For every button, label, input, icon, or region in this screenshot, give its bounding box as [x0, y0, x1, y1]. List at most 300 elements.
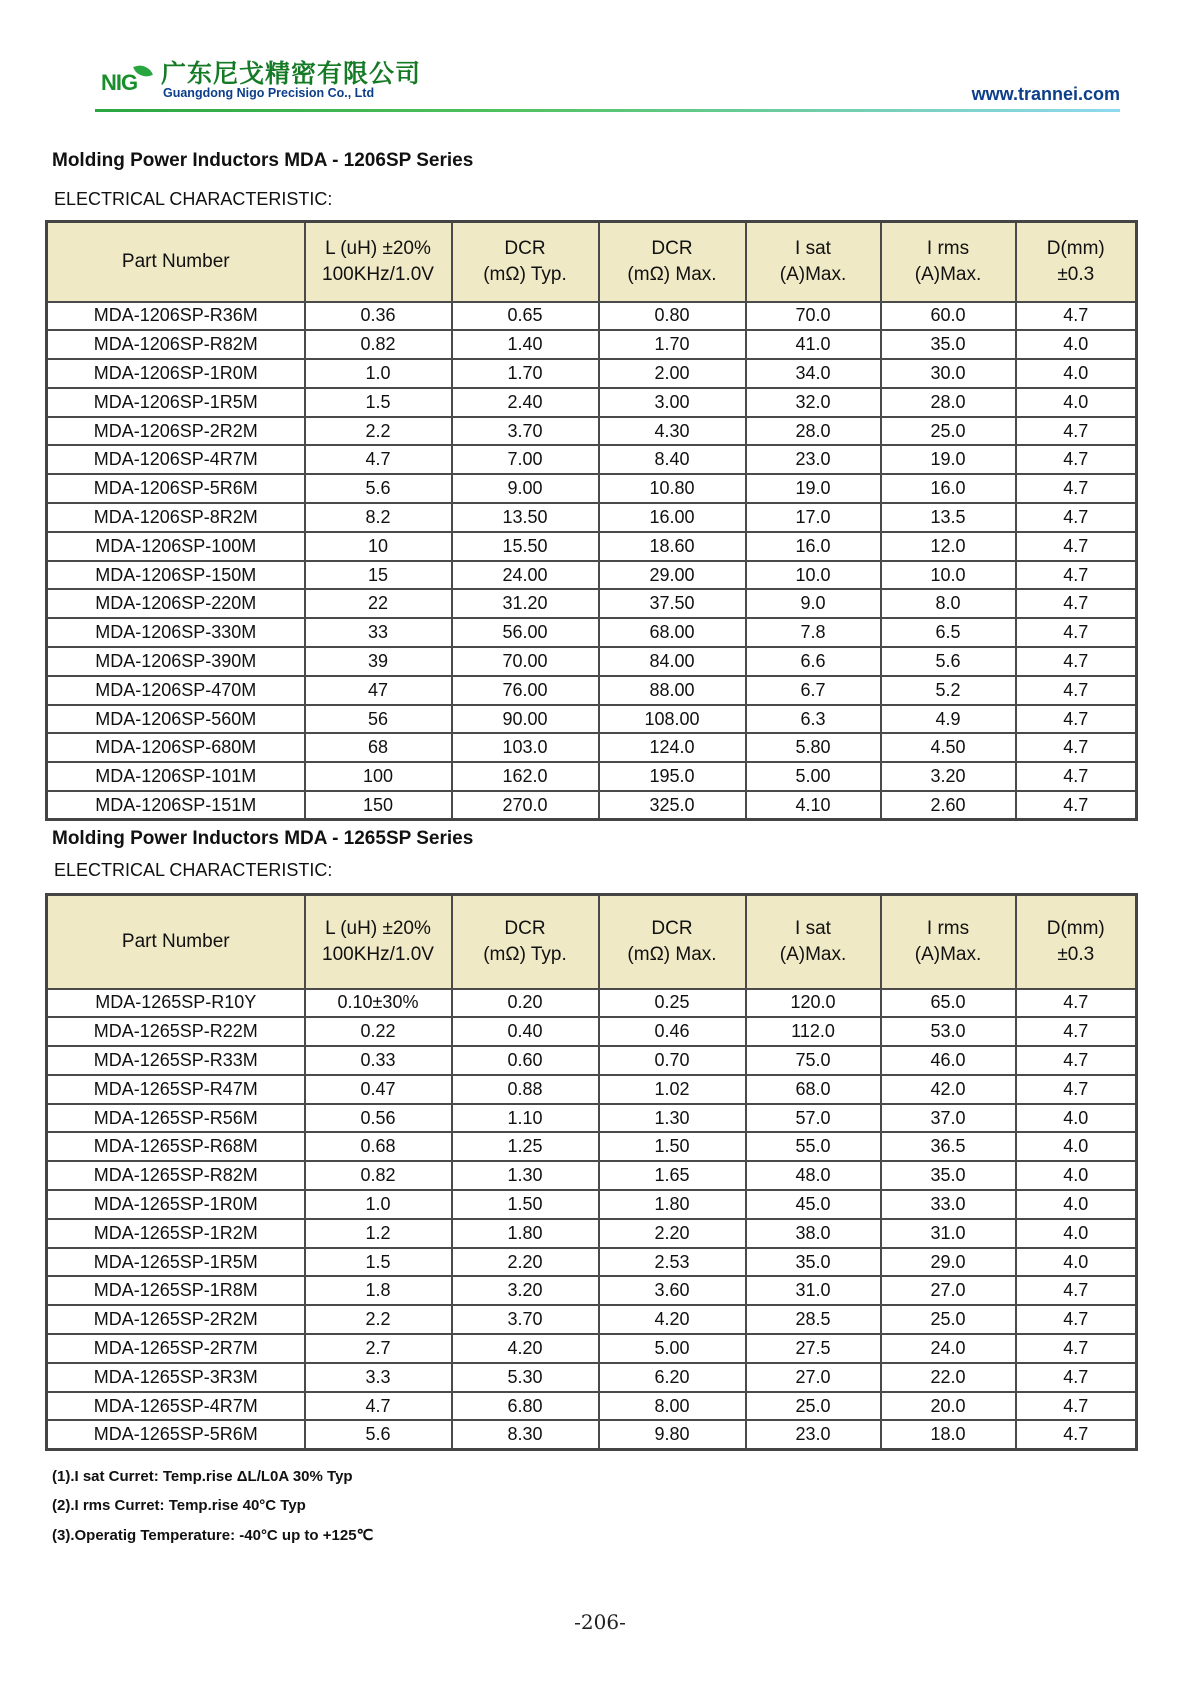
cell-isat: 16.0 [746, 532, 881, 561]
cell-dcr-typ: 8.30 [452, 1420, 599, 1449]
cell-dcr-max: 4.20 [599, 1305, 746, 1334]
cell-isat: 6.3 [746, 705, 881, 734]
cell-inductance: 0.82 [305, 330, 452, 359]
cell-dcr-typ: 9.00 [452, 474, 599, 503]
cell-isat: 112.0 [746, 1017, 881, 1046]
cell-dimension: 4.0 [1016, 359, 1137, 388]
table-row [47, 647, 1137, 676]
cell-part-number: MDA-1265SP-R22M [47, 1017, 305, 1046]
cell-part-number: MDA-1265SP-R82M [47, 1161, 305, 1190]
table-row [47, 1420, 1137, 1449]
table-row [47, 1017, 1137, 1046]
cell-inductance: 56 [305, 705, 452, 734]
cell-inductance: 2.7 [305, 1334, 452, 1363]
cell-dcr-typ: 1.30 [452, 1161, 599, 1190]
col-header-dcr-max: DCR (mΩ) Max. [599, 895, 746, 989]
company-name-english: Guangdong Nigo Precision Co., Ltd [163, 86, 375, 100]
cell-isat: 17.0 [746, 503, 881, 532]
cell-part-number: MDA-1206SP-470M [47, 676, 305, 705]
cell-dimension: 4.0 [1016, 1190, 1137, 1219]
cell-isat: 28.0 [746, 417, 881, 446]
cell-dimension: 4.0 [1016, 1219, 1137, 1248]
cell-part-number: MDA-1265SP-R10Y [47, 989, 305, 1018]
table-header-row [47, 895, 1137, 989]
cell-irms: 6.5 [881, 618, 1016, 647]
cell-dcr-typ: 2.20 [452, 1248, 599, 1277]
col-header-inductance: L (uH) ±20% 100KHz/1.0V [305, 895, 452, 989]
cell-dcr-max: 10.80 [599, 474, 746, 503]
table-row [47, 330, 1137, 359]
cell-part-number: MDA-1265SP-1R5M [47, 1248, 305, 1277]
table-row [47, 417, 1137, 446]
cell-dimension: 4.0 [1016, 1132, 1137, 1161]
cell-dimension: 4.7 [1016, 1017, 1137, 1046]
table-row [47, 1132, 1137, 1161]
table-body-1265sp [47, 989, 1137, 1450]
cell-inductance: 15 [305, 561, 452, 590]
cell-inductance: 5.6 [305, 1420, 452, 1449]
cell-dcr-typ: 0.20 [452, 989, 599, 1018]
cell-dcr-max: 0.46 [599, 1017, 746, 1046]
cell-inductance: 0.68 [305, 1132, 452, 1161]
table-row [47, 1161, 1137, 1190]
cell-dimension: 4.7 [1016, 647, 1137, 676]
cell-irms: 25.0 [881, 417, 1016, 446]
cell-inductance: 150 [305, 791, 452, 820]
table-row [47, 791, 1137, 820]
cell-dcr-max: 5.00 [599, 1334, 746, 1363]
table-row [47, 1190, 1137, 1219]
cell-dimension: 4.7 [1016, 302, 1137, 331]
cell-inductance: 4.7 [305, 445, 452, 474]
cell-dcr-typ: 24.00 [452, 561, 599, 590]
cell-dcr-max: 1.65 [599, 1161, 746, 1190]
cell-dimension: 4.7 [1016, 762, 1137, 791]
cell-irms: 12.0 [881, 532, 1016, 561]
cell-isat: 6.7 [746, 676, 881, 705]
col-header-part-number: Part Number [47, 222, 305, 302]
cell-part-number: MDA-1206SP-100M [47, 532, 305, 561]
table-row [47, 589, 1137, 618]
cell-isat: 5.00 [746, 762, 881, 791]
cell-dcr-max: 2.20 [599, 1219, 746, 1248]
cell-inductance: 2.2 [305, 1305, 452, 1334]
cell-dcr-typ: 1.40 [452, 330, 599, 359]
cell-dcr-typ: 4.20 [452, 1334, 599, 1363]
cell-inductance: 0.10±30% [305, 989, 452, 1018]
cell-dcr-typ: 3.20 [452, 1276, 599, 1305]
cell-inductance: 0.36 [305, 302, 452, 331]
cell-irms: 13.5 [881, 503, 1016, 532]
cell-dcr-max: 0.80 [599, 302, 746, 331]
cell-isat: 32.0 [746, 388, 881, 417]
cell-dimension: 4.7 [1016, 989, 1137, 1018]
cell-dimension: 4.7 [1016, 1420, 1137, 1449]
cell-dcr-typ: 1.80 [452, 1219, 599, 1248]
cell-dcr-typ: 0.88 [452, 1075, 599, 1104]
cell-dcr-typ: 3.70 [452, 417, 599, 446]
cell-part-number: MDA-1206SP-101M [47, 762, 305, 791]
cell-dcr-max: 8.40 [599, 445, 746, 474]
table-row [47, 762, 1137, 791]
cell-isat: 6.6 [746, 647, 881, 676]
cell-isat: 31.0 [746, 1276, 881, 1305]
table-row [47, 1334, 1137, 1363]
cell-dimension: 4.7 [1016, 561, 1137, 590]
cell-part-number: MDA-1206SP-R82M [47, 330, 305, 359]
cell-isat: 57.0 [746, 1104, 881, 1133]
cell-isat: 4.10 [746, 791, 881, 820]
table-row [47, 1104, 1137, 1133]
cell-part-number: MDA-1206SP-8R2M [47, 503, 305, 532]
cell-dimension: 4.0 [1016, 1161, 1137, 1190]
table-body-1206sp [47, 302, 1137, 820]
cell-dcr-typ: 90.00 [452, 705, 599, 734]
cell-dcr-max: 16.00 [599, 503, 746, 532]
cell-isat: 7.8 [746, 618, 881, 647]
cell-irms: 16.0 [881, 474, 1016, 503]
cell-dcr-typ: 31.20 [452, 589, 599, 618]
cell-dcr-typ: 6.80 [452, 1392, 599, 1421]
cell-inductance: 22 [305, 589, 452, 618]
cell-dimension: 4.7 [1016, 417, 1137, 446]
cell-dcr-max: 0.25 [599, 989, 746, 1018]
cell-dcr-max: 6.20 [599, 1363, 746, 1392]
cell-inductance: 10 [305, 532, 452, 561]
table-row [47, 1363, 1137, 1392]
cell-isat: 10.0 [746, 561, 881, 590]
logo-text: NIG [101, 70, 138, 95]
electrical-characteristic-label-1: ELECTRICAL CHARACTERISTIC: [54, 189, 333, 209]
cell-dimension: 4.7 [1016, 618, 1137, 647]
cell-inductance: 8.2 [305, 503, 452, 532]
cell-dcr-max: 2.53 [599, 1248, 746, 1277]
cell-inductance: 39 [305, 647, 452, 676]
cell-inductance: 0.56 [305, 1104, 452, 1133]
cell-irms: 36.5 [881, 1132, 1016, 1161]
cell-part-number: MDA-1206SP-2R2M [47, 417, 305, 446]
cell-irms: 37.0 [881, 1104, 1016, 1133]
series-title-1265sp: Molding Power Inductors MDA - 1265SP Series [52, 828, 474, 849]
cell-dcr-max: 4.30 [599, 417, 746, 446]
cell-dimension: 4.0 [1016, 1104, 1137, 1133]
cell-part-number: MDA-1206SP-151M [47, 791, 305, 820]
cell-dcr-max: 1.30 [599, 1104, 746, 1133]
spec-table-1265sp [45, 893, 1138, 1451]
cell-irms: 18.0 [881, 1420, 1016, 1449]
cell-dimension: 4.7 [1016, 1276, 1137, 1305]
cell-isat: 9.0 [746, 589, 881, 618]
cell-isat: 45.0 [746, 1190, 881, 1219]
cell-irms: 5.6 [881, 647, 1016, 676]
cell-dcr-typ: 56.00 [452, 618, 599, 647]
cell-isat: 25.0 [746, 1392, 881, 1421]
cell-dcr-typ: 70.00 [452, 647, 599, 676]
cell-dimension: 4.7 [1016, 589, 1137, 618]
cell-irms: 24.0 [881, 1334, 1016, 1363]
table-row [47, 1392, 1137, 1421]
cell-dimension: 4.0 [1016, 1248, 1137, 1277]
cell-isat: 28.5 [746, 1305, 881, 1334]
cell-isat: 5.80 [746, 733, 881, 762]
cell-isat: 48.0 [746, 1161, 881, 1190]
cell-part-number: MDA-1265SP-2R2M [47, 1305, 305, 1334]
cell-dimension: 4.0 [1016, 388, 1137, 417]
cell-dcr-typ: 0.40 [452, 1017, 599, 1046]
cell-dimension: 4.7 [1016, 1075, 1137, 1104]
cell-part-number: MDA-1206SP-330M [47, 618, 305, 647]
cell-part-number: MDA-1265SP-1R0M [47, 1190, 305, 1219]
page-number: -206- [574, 1610, 626, 1634]
cell-irms: 35.0 [881, 1161, 1016, 1190]
cell-inductance: 0.47 [305, 1075, 452, 1104]
table-row [47, 503, 1137, 532]
cell-dcr-max: 3.00 [599, 388, 746, 417]
cell-dimension: 4.7 [1016, 532, 1137, 561]
cell-dcr-typ: 1.10 [452, 1104, 599, 1133]
cell-part-number: MDA-1265SP-R68M [47, 1132, 305, 1161]
cell-isat: 27.0 [746, 1363, 881, 1392]
cell-irms: 8.0 [881, 589, 1016, 618]
series-title-1206sp: Molding Power Inductors MDA - 1206SP Series [52, 150, 474, 171]
cell-part-number: MDA-1265SP-3R3M [47, 1363, 305, 1392]
cell-irms: 5.2 [881, 676, 1016, 705]
table-row [47, 359, 1137, 388]
cell-irms: 31.0 [881, 1219, 1016, 1248]
cell-part-number: MDA-1265SP-R47M [47, 1075, 305, 1104]
cell-isat: 55.0 [746, 1132, 881, 1161]
cell-isat: 41.0 [746, 330, 881, 359]
cell-dimension: 4.7 [1016, 1334, 1137, 1363]
cell-irms: 4.50 [881, 733, 1016, 762]
table-header-row [47, 222, 1137, 302]
cell-inductance: 1.8 [305, 1276, 452, 1305]
cell-irms: 42.0 [881, 1075, 1016, 1104]
cell-dcr-typ: 1.25 [452, 1132, 599, 1161]
cell-irms: 4.9 [881, 705, 1016, 734]
cell-isat: 68.0 [746, 1075, 881, 1104]
cell-dcr-max: 195.0 [599, 762, 746, 791]
cell-dcr-max: 1.70 [599, 330, 746, 359]
cell-inductance: 1.5 [305, 388, 452, 417]
cell-dcr-typ: 162.0 [452, 762, 599, 791]
table-row [47, 618, 1137, 647]
cell-dcr-typ: 0.65 [452, 302, 599, 331]
cell-dcr-max: 29.00 [599, 561, 746, 590]
cell-irms: 53.0 [881, 1017, 1016, 1046]
cell-dimension: 4.7 [1016, 705, 1137, 734]
table-row [47, 474, 1137, 503]
cell-inductance: 1.5 [305, 1248, 452, 1277]
cell-dcr-typ: 103.0 [452, 733, 599, 762]
cell-inductance: 68 [305, 733, 452, 762]
cell-part-number: MDA-1265SP-1R8M [47, 1276, 305, 1305]
cell-part-number: MDA-1265SP-1R2M [47, 1219, 305, 1248]
table-row [47, 532, 1137, 561]
cell-irms: 19.0 [881, 445, 1016, 474]
cell-inductance: 1.2 [305, 1219, 452, 1248]
cell-inductance: 47 [305, 676, 452, 705]
cell-part-number: MDA-1206SP-5R6M [47, 474, 305, 503]
cell-isat: 38.0 [746, 1219, 881, 1248]
cell-dcr-max: 1.80 [599, 1190, 746, 1219]
electrical-characteristic-label-2: ELECTRICAL CHARACTERISTIC: [54, 860, 333, 880]
cell-dcr-typ: 13.50 [452, 503, 599, 532]
cell-dimension: 4.7 [1016, 1392, 1137, 1421]
cell-part-number: MDA-1206SP-1R0M [47, 359, 305, 388]
cell-dimension: 4.7 [1016, 445, 1137, 474]
cell-isat: 27.5 [746, 1334, 881, 1363]
cell-dcr-max: 1.50 [599, 1132, 746, 1161]
table-row [47, 302, 1137, 331]
footnotes [52, 1468, 373, 1555]
cell-irms: 2.60 [881, 791, 1016, 820]
cell-dcr-typ: 2.40 [452, 388, 599, 417]
cell-dcr-typ: 1.50 [452, 1190, 599, 1219]
company-name-chinese: 广东尼戈精密有限公司 [161, 59, 422, 88]
col-header-irms: I rms (A)Max. [881, 222, 1016, 302]
table-row [47, 676, 1137, 705]
cell-part-number: MDA-1206SP-390M [47, 647, 305, 676]
table-row [47, 561, 1137, 590]
cell-dcr-typ: 7.00 [452, 445, 599, 474]
cell-dimension: 4.7 [1016, 503, 1137, 532]
cell-dcr-typ: 76.00 [452, 676, 599, 705]
cell-dcr-max: 9.80 [599, 1420, 746, 1449]
cell-dcr-typ: 0.60 [452, 1046, 599, 1075]
company-logo [95, 62, 159, 102]
cell-inductance: 100 [305, 762, 452, 791]
cell-dimension: 4.7 [1016, 733, 1137, 762]
cell-isat: 23.0 [746, 445, 881, 474]
cell-inductance: 2.2 [305, 417, 452, 446]
cell-irms: 10.0 [881, 561, 1016, 590]
table-row [47, 989, 1137, 1018]
cell-dimension: 4.7 [1016, 791, 1137, 820]
cell-dcr-typ: 3.70 [452, 1305, 599, 1334]
col-header-dcr-typ: DCR (mΩ) Typ. [452, 895, 599, 989]
cell-irms: 28.0 [881, 388, 1016, 417]
cell-irms: 65.0 [881, 989, 1016, 1018]
cell-dcr-typ: 270.0 [452, 791, 599, 820]
cell-part-number: MDA-1206SP-150M [47, 561, 305, 590]
website-link[interactable]: www.trannei.com [971, 84, 1120, 104]
cell-inductance: 3.3 [305, 1363, 452, 1392]
table-row [47, 733, 1137, 762]
cell-dcr-max: 18.60 [599, 532, 746, 561]
cell-isat: 120.0 [746, 989, 881, 1018]
cell-isat: 70.0 [746, 302, 881, 331]
cell-dcr-max: 1.02 [599, 1075, 746, 1104]
cell-dimension: 4.7 [1016, 1305, 1137, 1334]
cell-part-number: MDA-1206SP-R36M [47, 302, 305, 331]
cell-part-number: MDA-1265SP-2R7M [47, 1334, 305, 1363]
cell-dcr-max: 88.00 [599, 676, 746, 705]
table-row [47, 1248, 1137, 1277]
cell-dimension: 4.7 [1016, 1046, 1137, 1075]
cell-inductance: 1.0 [305, 359, 452, 388]
cell-dcr-max: 37.50 [599, 589, 746, 618]
cell-part-number: MDA-1265SP-4R7M [47, 1392, 305, 1421]
cell-dcr-typ: 15.50 [452, 532, 599, 561]
table-row [47, 1219, 1137, 1248]
header-divider [95, 109, 1120, 112]
cell-dcr-max: 8.00 [599, 1392, 746, 1421]
col-header-dcr-max: DCR (mΩ) Max. [599, 222, 746, 302]
cell-irms: 35.0 [881, 330, 1016, 359]
spec-table-1206sp [45, 220, 1138, 821]
table-row [47, 1046, 1137, 1075]
page-header [95, 50, 1120, 112]
cell-dimension: 4.0 [1016, 330, 1137, 359]
col-header-dimension: D(mm) ±0.3 [1016, 895, 1137, 989]
cell-part-number: MDA-1206SP-1R5M [47, 388, 305, 417]
cell-inductance: 33 [305, 618, 452, 647]
cell-inductance: 0.22 [305, 1017, 452, 1046]
col-header-isat: I sat (A)Max. [746, 895, 881, 989]
col-header-inductance: L (uH) ±20% 100KHz/1.0V [305, 222, 452, 302]
cell-dcr-typ: 1.70 [452, 359, 599, 388]
cell-dimension: 4.7 [1016, 1363, 1137, 1392]
cell-dcr-max: 325.0 [599, 791, 746, 820]
cell-part-number: MDA-1206SP-220M [47, 589, 305, 618]
cell-part-number: MDA-1206SP-560M [47, 705, 305, 734]
cell-part-number: MDA-1265SP-R33M [47, 1046, 305, 1075]
cell-part-number: MDA-1206SP-4R7M [47, 445, 305, 474]
cell-dcr-max: 108.00 [599, 705, 746, 734]
cell-irms: 60.0 [881, 302, 1016, 331]
footnote-irms: (2).I rms Curret: Temp.rise 40°C Typ [52, 1497, 306, 1514]
cell-irms: 33.0 [881, 1190, 1016, 1219]
cell-isat: 35.0 [746, 1248, 881, 1277]
cell-part-number: MDA-1206SP-680M [47, 733, 305, 762]
cell-isat: 19.0 [746, 474, 881, 503]
cell-irms: 27.0 [881, 1276, 1016, 1305]
cell-inductance: 1.0 [305, 1190, 452, 1219]
cell-irms: 30.0 [881, 359, 1016, 388]
cell-dcr-max: 2.00 [599, 359, 746, 388]
cell-part-number: MDA-1265SP-5R6M [47, 1420, 305, 1449]
cell-dimension: 4.7 [1016, 474, 1137, 503]
table-row [47, 445, 1137, 474]
cell-inductance: 0.82 [305, 1161, 452, 1190]
cell-dcr-max: 0.70 [599, 1046, 746, 1075]
cell-irms: 20.0 [881, 1392, 1016, 1421]
col-header-isat: I sat (A)Max. [746, 222, 881, 302]
cell-dcr-max: 3.60 [599, 1276, 746, 1305]
cell-inductance: 0.33 [305, 1046, 452, 1075]
col-header-dimension: D(mm) ±0.3 [1016, 222, 1137, 302]
cell-dimension: 4.7 [1016, 676, 1137, 705]
table-row [47, 1276, 1137, 1305]
footnote-operating-temperature: (3).Operatig Temperature: -40°C up to +125℃ [52, 1527, 374, 1544]
cell-dcr-max: 84.00 [599, 647, 746, 676]
footnote-isat: (1).I sat Curret: Temp.rise ΔL/L0A 30% Typ [52, 1468, 353, 1485]
cell-irms: 29.0 [881, 1248, 1016, 1277]
col-header-dcr-typ: DCR (mΩ) Typ. [452, 222, 599, 302]
cell-part-number: MDA-1265SP-R56M [47, 1104, 305, 1133]
cell-isat: 34.0 [746, 359, 881, 388]
cell-inductance: 5.6 [305, 474, 452, 503]
cell-irms: 25.0 [881, 1305, 1016, 1334]
cell-irms: 3.20 [881, 762, 1016, 791]
cell-irms: 46.0 [881, 1046, 1016, 1075]
cell-dcr-max: 124.0 [599, 733, 746, 762]
cell-dcr-max: 68.00 [599, 618, 746, 647]
table-row [47, 705, 1137, 734]
col-header-irms: I rms (A)Max. [881, 895, 1016, 989]
col-header-part-number: Part Number [47, 895, 305, 989]
